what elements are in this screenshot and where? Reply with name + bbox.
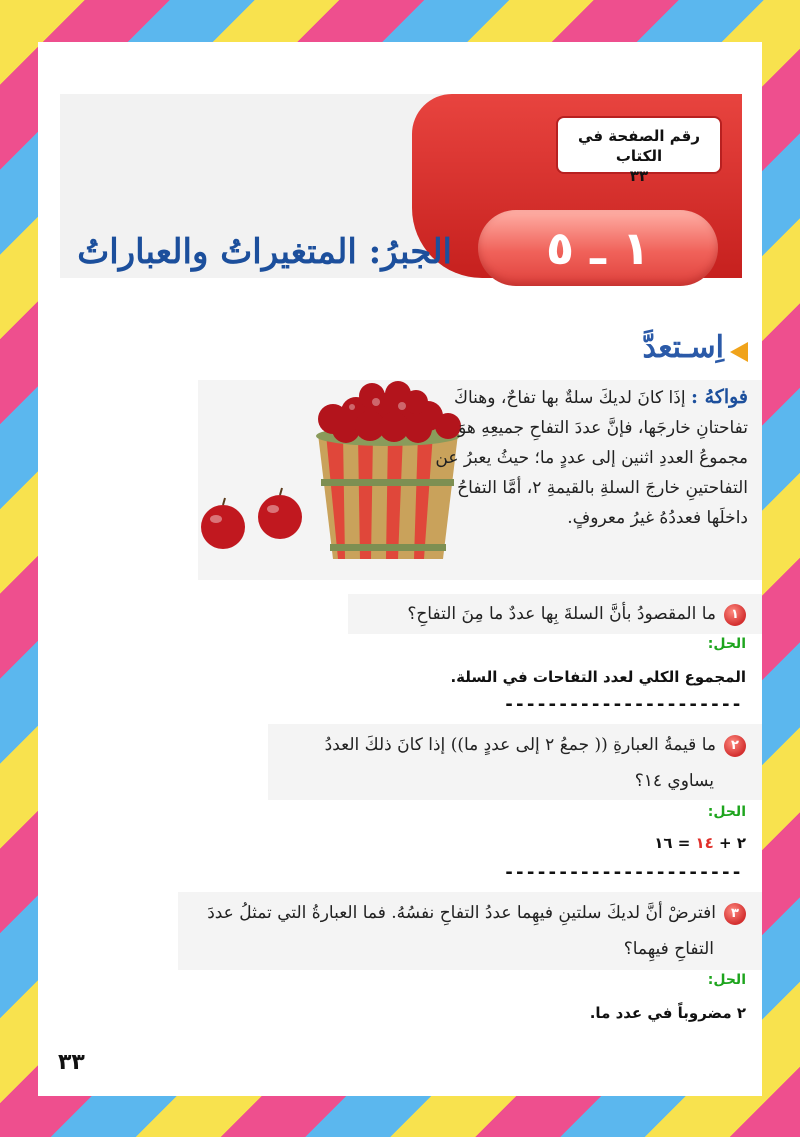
question-2-text-line-1: ما قيمةُ العبارةِ (( جمعُ ٢ إلى عددٍ ما)) إذا كانَ ذلكَ العددُ [324, 735, 716, 755]
page-ref-label: رقم الصفحة في الكتاب [578, 127, 700, 165]
page-ref-number: ٣٣ [629, 167, 649, 185]
separator-1: ---------------------- [503, 694, 742, 715]
solution-label-2: الحل: [707, 804, 746, 820]
question-3-line-2: التفاحِ فيهِما؟ [623, 939, 714, 959]
solution-2-highlight: ١٤ [695, 834, 714, 852]
intro-keyword: فواكهُ : [690, 386, 748, 408]
apple-icon [258, 488, 302, 539]
section-arrow-icon [730, 342, 748, 362]
question-3 [207, 896, 746, 930]
solution-label-1: الحل: [707, 636, 746, 652]
question-1-text: ما المقصودُ بأنَّ السلةَ بِها عددٌ ما مِنَ التفاحِ؟ [407, 604, 716, 624]
intro-body: إذَا كانَ لديكَ سلةٌ بها تفاحٌ، وهناكَ تفاحتانِ خارجَها، فإنَّ عددَ التفاحِ جميعِهِ هوَ مجموعُ العددِ اثنين إلى عددٍ ما؛ حيثُ يعبرُ عن التفاحتينِ خارجَ السلةِ بالقيمةِ ٢، أمَّا التفاحُ داخلَها فعددُهُ غيرُ معروفٍ. [435, 388, 748, 528]
question-number-badge: ٣ [724, 903, 746, 925]
question-number-badge: ٢ [724, 735, 746, 757]
solution-2-part-2: = ١٦ [654, 834, 696, 852]
worksheet-page [38, 42, 762, 1096]
solution-1: المجموع الكلي لعدد التفاحات في السلة. [450, 668, 746, 686]
book-page-reference [556, 116, 722, 185]
lesson-title: الجبرُ: المتغيراتُ والعباراتُ [77, 232, 452, 272]
page-number: ٣٣ [58, 1050, 85, 1075]
question-1 [407, 597, 746, 631]
intro-paragraph [418, 382, 748, 533]
question-3-text-line-1: افترضْ أنَّ لديكَ سلتينِ فيهِما عددُ التفاحِ نفسُهُ. فما العبارةُ التي تمثلُ عددَ [207, 903, 716, 923]
question-2 [325, 728, 746, 762]
solution-label-3: الحل: [707, 972, 746, 988]
solution-3: ٢ مضروباً في عدد ما. [589, 1004, 746, 1022]
solution-2 [654, 834, 746, 852]
apple-icon [201, 498, 245, 549]
question-number-badge: ١ [724, 604, 746, 626]
solution-2-part-1: ٢ + [713, 834, 746, 852]
lesson-number-badge: ١ ـ ٥ [478, 210, 718, 286]
question-2-line-2: يساوي ١٤؟ [634, 771, 714, 791]
separator-2: ---------------------- [503, 862, 742, 883]
section-label: اِسـتعدَّ [642, 330, 724, 365]
